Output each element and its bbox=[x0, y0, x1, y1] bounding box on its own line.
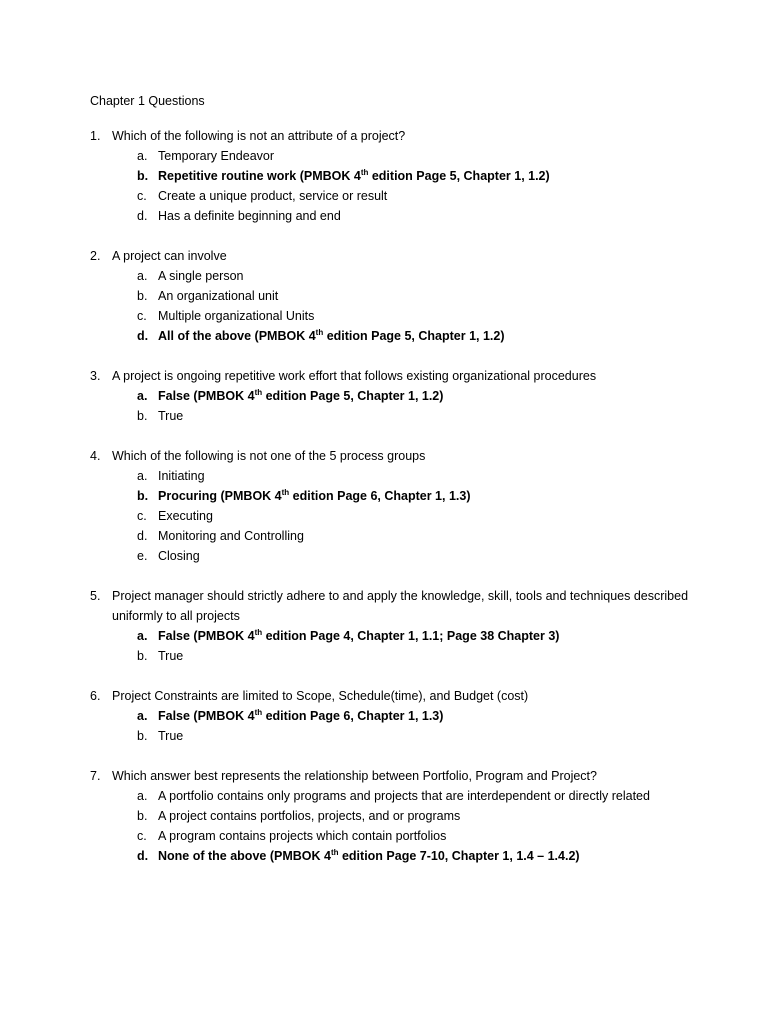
question-item bbox=[90, 366, 730, 426]
option-text bbox=[158, 626, 730, 646]
question-text: Project Constraints are limited to Scope, Schedule(time), and Budget (cost) bbox=[112, 689, 529, 703]
option-text: Monitoring and Controlling bbox=[158, 529, 304, 543]
option-letter: c. bbox=[137, 509, 147, 523]
question-line bbox=[90, 366, 730, 386]
page-title: Chapter 1 Questions bbox=[90, 94, 205, 108]
option-text: Multiple organizational Units bbox=[158, 309, 315, 323]
question-number: 5. bbox=[90, 589, 101, 603]
option-text bbox=[158, 846, 730, 866]
option-text-part: False (PMBOK 4 bbox=[158, 709, 255, 723]
option-letter: c. bbox=[137, 189, 147, 203]
option-letter: d. bbox=[137, 529, 148, 543]
question-item bbox=[90, 586, 730, 666]
option-text: A program contains projects which contain portfolios bbox=[158, 829, 447, 843]
question-line bbox=[90, 246, 730, 266]
question-text: Which answer best represents the relationship between Portfolio, Program and Project? bbox=[112, 769, 597, 783]
option-item bbox=[90, 306, 730, 326]
option-item bbox=[90, 646, 730, 666]
option-list bbox=[90, 386, 730, 426]
option-letter: b. bbox=[137, 489, 149, 503]
option-letter: b. bbox=[137, 409, 148, 423]
question-item bbox=[90, 246, 730, 346]
option-letter: d. bbox=[137, 849, 149, 863]
answer-option bbox=[90, 486, 730, 506]
question-line bbox=[90, 586, 730, 626]
option-text-part: edition Page 5, Chapter 1, 1.2) bbox=[262, 389, 444, 403]
option-letter: a. bbox=[137, 629, 148, 643]
option-item bbox=[90, 186, 730, 206]
option-text: Create a unique product, service or result bbox=[158, 189, 388, 203]
option-letter: b. bbox=[137, 649, 148, 663]
answer-option bbox=[90, 706, 730, 726]
question-number: 2. bbox=[90, 249, 101, 263]
option-letter: c. bbox=[137, 309, 147, 323]
option-text: True bbox=[158, 409, 184, 423]
ordinal-superscript: th bbox=[315, 327, 324, 337]
option-text-part: Procuring (PMBOK 4 bbox=[158, 489, 282, 503]
option-list bbox=[90, 626, 730, 666]
option-item bbox=[90, 526, 730, 546]
option-list bbox=[90, 466, 730, 566]
question-number: 4. bbox=[90, 449, 101, 463]
option-letter: b. bbox=[137, 289, 148, 303]
option-text bbox=[158, 706, 730, 726]
question-number: 6. bbox=[90, 689, 101, 703]
option-text-part: edition Page 6, Chapter 1, 1.3) bbox=[289, 489, 471, 503]
ordinal-superscript: th bbox=[281, 487, 290, 497]
option-item bbox=[90, 546, 730, 566]
option-letter: d. bbox=[137, 209, 148, 223]
option-list bbox=[90, 786, 730, 866]
option-text-part: edition Page 5, Chapter 1, 1.2) bbox=[323, 329, 505, 343]
question-text: Which of the following is not one of the 5 process groups bbox=[112, 449, 426, 463]
option-text: Executing bbox=[158, 509, 213, 523]
option-letter: d. bbox=[137, 329, 149, 343]
option-text: Initiating bbox=[158, 469, 205, 483]
ordinal-superscript: th bbox=[254, 387, 263, 397]
option-text-part: edition Page 4, Chapter 1, 1.1; Page 38 Chapter 3) bbox=[262, 629, 560, 643]
option-item bbox=[90, 806, 730, 826]
option-text-part: edition Page 5, Chapter 1, 1.2) bbox=[368, 169, 550, 183]
option-text: Temporary Endeavor bbox=[158, 149, 275, 163]
option-text bbox=[158, 166, 730, 186]
option-item bbox=[90, 786, 730, 806]
option-letter: a. bbox=[137, 469, 148, 483]
option-letter: b. bbox=[137, 729, 148, 743]
option-text-part: False (PMBOK 4 bbox=[158, 389, 255, 403]
ordinal-superscript: th bbox=[330, 847, 339, 857]
answer-option bbox=[90, 386, 730, 406]
option-item bbox=[90, 726, 730, 746]
question-line bbox=[90, 766, 730, 786]
option-letter: a. bbox=[137, 269, 148, 283]
option-letter: e. bbox=[137, 549, 148, 563]
answer-option bbox=[90, 626, 730, 646]
option-letter: a. bbox=[137, 149, 148, 163]
option-text-part: None of the above (PMBOK 4 bbox=[158, 849, 331, 863]
ordinal-superscript: th bbox=[360, 167, 369, 177]
option-text bbox=[158, 386, 730, 406]
option-letter: a. bbox=[137, 709, 148, 723]
option-text: True bbox=[158, 649, 184, 663]
answer-option bbox=[90, 846, 730, 866]
option-text: Closing bbox=[158, 549, 200, 563]
option-text-part: edition Page 7-10, Chapter 1, 1.4 – 1.4.2) bbox=[338, 849, 580, 863]
option-text: A single person bbox=[158, 269, 244, 283]
option-text-part: All of the above (PMBOK 4 bbox=[158, 329, 316, 343]
option-item bbox=[90, 286, 730, 306]
answer-option bbox=[90, 166, 730, 186]
option-letter: c. bbox=[137, 829, 147, 843]
question-item bbox=[90, 126, 730, 226]
question-number: 7. bbox=[90, 769, 101, 783]
option-letter: b. bbox=[137, 809, 148, 823]
option-list bbox=[90, 146, 730, 226]
question-text: Project manager should strictly adhere to and apply the knowledge, skill, tools and techniques described uniformly to all projects bbox=[112, 589, 689, 623]
question-line bbox=[90, 126, 730, 146]
question-number: 1. bbox=[90, 129, 101, 143]
ordinal-superscript: th bbox=[254, 707, 263, 717]
option-text: Has a definite beginning and end bbox=[158, 209, 341, 223]
question-number: 3. bbox=[90, 369, 101, 383]
option-letter: a. bbox=[137, 789, 148, 803]
option-list bbox=[90, 266, 730, 346]
option-item bbox=[90, 506, 730, 526]
option-text-part: Repetitive routine work (PMBOK 4 bbox=[158, 169, 361, 183]
ordinal-superscript: th bbox=[254, 627, 263, 637]
option-text: A project contains portfolios, projects, and or programs bbox=[158, 809, 461, 823]
option-text: A portfolio contains only programs and projects that are interdependent or directly related bbox=[158, 789, 650, 803]
question-text: Which of the following is not an attribute of a project? bbox=[112, 129, 406, 143]
question-line bbox=[90, 686, 730, 706]
question-text: A project can involve bbox=[112, 249, 227, 263]
question-item bbox=[90, 686, 730, 746]
option-letter: a. bbox=[137, 389, 148, 403]
option-text-part: edition Page 6, Chapter 1, 1.3) bbox=[262, 709, 444, 723]
question-text: A project is ongoing repetitive work effort that follows existing organizational procedures bbox=[112, 369, 597, 383]
option-letter: b. bbox=[137, 169, 149, 183]
answer-option bbox=[90, 326, 730, 346]
option-item bbox=[90, 146, 730, 166]
option-text: An organizational unit bbox=[158, 289, 279, 303]
option-text bbox=[158, 326, 730, 346]
option-list bbox=[90, 706, 730, 746]
option-item bbox=[90, 266, 730, 286]
question-line bbox=[90, 446, 730, 466]
option-item bbox=[90, 466, 730, 486]
option-text bbox=[158, 486, 730, 506]
option-item bbox=[90, 406, 730, 426]
option-text: True bbox=[158, 729, 184, 743]
option-item bbox=[90, 826, 730, 846]
question-item bbox=[90, 446, 730, 566]
question-item bbox=[90, 766, 730, 866]
option-item bbox=[90, 206, 730, 226]
option-text-part: False (PMBOK 4 bbox=[158, 629, 255, 643]
